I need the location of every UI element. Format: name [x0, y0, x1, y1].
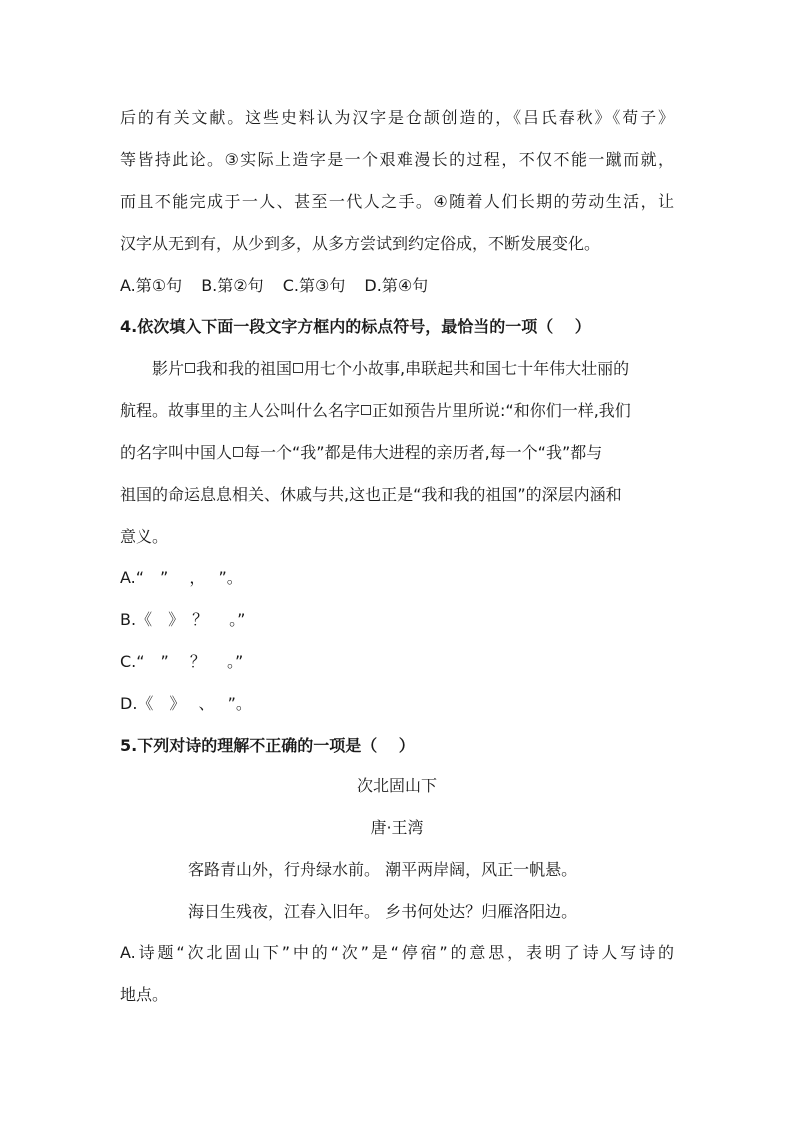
q4-stem: 4.依次填入下面一段文字方框内的标点符号，最恰当的一项（ ）: [120, 317, 591, 336]
q4-passage-line-4: 祖国的命运息息相关、休戚与共,这也正是“我和我的祖国”的深层内涵和: [120, 485, 622, 504]
poem-title: 次北固山下: [356, 776, 437, 795]
q3-option-a: A.第①句: [120, 276, 183, 295]
q3-option-b: B.第②句: [201, 276, 264, 295]
q4-text: 影片: [152, 359, 185, 378]
q4-text: 正如预告片里所说:“和你们一样,我们: [372, 401, 631, 420]
q4-option-a: A.“ ” ， ”。: [120, 568, 243, 587]
q4-text: 我和我的祖国: [196, 359, 293, 378]
q3-line-4: 汉字从无到有，从少到多，从多方尝试到约定俗成，不断发展变化。: [120, 234, 601, 253]
q3-line-3: 而且不能完成于一人、甚至一代人之手。④随着人们长期的劳动生活，让: [120, 192, 674, 211]
q3-option-c: C.第③句: [282, 276, 346, 295]
q5-stem: 5.下列对诗的理解不正确的一项是（ ）: [120, 736, 415, 755]
q4-text: 航程。故事里的主人公叫什么名字: [120, 401, 361, 420]
q3-option-d: D.第④句: [364, 276, 429, 295]
q4-text: 每一个“我”都是伟大进程的亲历者,每一个“我”都与: [244, 443, 603, 462]
blank-box-1: [185, 363, 195, 373]
blank-box-4: [233, 447, 243, 457]
q5-option-a-line-2: 地点。: [120, 985, 169, 1004]
q4-passage-line-2: [120, 400, 631, 422]
blank-box-2: [293, 363, 303, 373]
q3-line-2: 等皆持此论。③实际上造字是一个艰难漫长的过程，不仅不能一蹴而就，: [120, 150, 674, 169]
blank-box-3: [361, 405, 371, 415]
q4-option-d: D.《 》 、 ”。: [120, 694, 252, 713]
q3-options: [120, 275, 428, 297]
q4-option-b: B.《 》 ？ 。”: [120, 610, 246, 629]
q4-passage-line-3: [120, 442, 602, 464]
q5-option-a-line-1: A.诗题“次北固山下”中的“次”是“停宿”的意思，表明了诗人写诗的: [120, 943, 674, 962]
poem-verse-2: 海日生残夜，江春入旧年。 乡书何处达？归雁洛阳边。: [188, 902, 578, 921]
q4-passage-line-1: [152, 358, 629, 380]
poem-verse-1: 客路青山外，行舟绿水前。 潮平两岸阔，风正一帆悬。: [188, 860, 578, 879]
poem-author: 唐·王湾: [370, 818, 424, 837]
q4-option-c: C.“ ” ？ 。”: [120, 652, 244, 671]
q4-text: 的名字叫中国人: [120, 443, 233, 462]
q3-line-1: 后的有关文献。这些史料认为汉字是仓颉创造的，《吕氏春秋》《荀子》: [120, 108, 674, 127]
q4-text: 用七个小故事,串联起共和国七十年伟大壮丽的: [304, 359, 630, 378]
q4-passage-line-5: 意义。: [120, 527, 169, 546]
